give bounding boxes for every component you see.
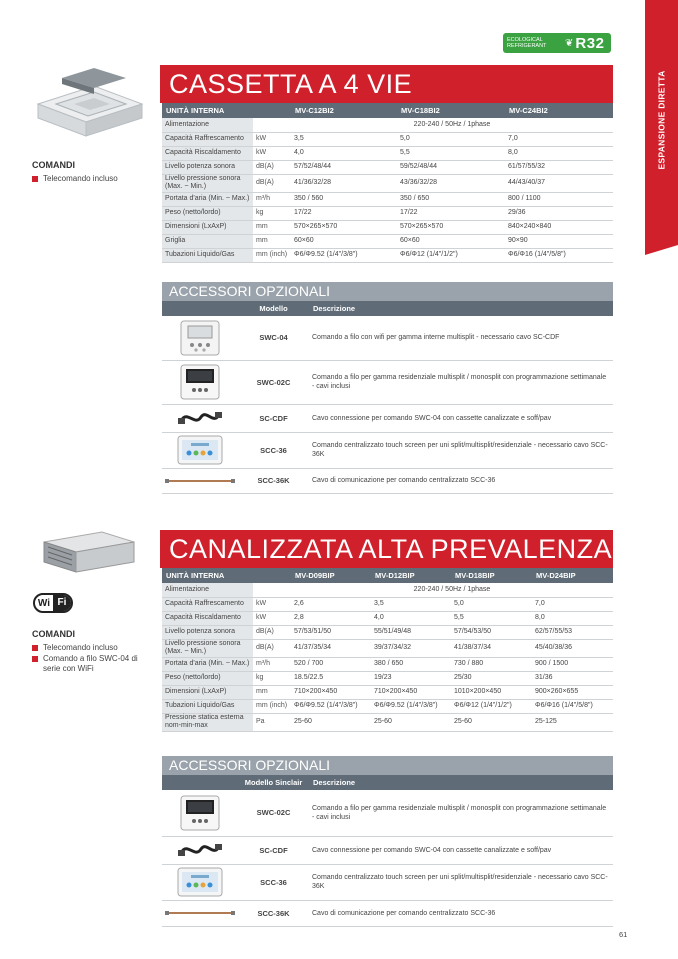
col-header: MV-D09BIP — [291, 568, 371, 583]
row-unit: kW — [253, 132, 291, 146]
row-label: Peso (netto/lordo) — [162, 206, 253, 220]
cell-value: 41/36/32/28 — [291, 174, 397, 192]
cell-value: 57/53/51/50 — [291, 625, 371, 639]
table-row — [162, 583, 613, 597]
cell-value: 18.5/22.5 — [291, 671, 371, 685]
accessory-model: SCC-36K — [238, 900, 309, 926]
wifi-badge-right: Fi — [53, 595, 71, 611]
cell-value: 17/22 — [397, 206, 505, 220]
table-row — [162, 836, 613, 864]
table-row — [162, 597, 613, 611]
cell-value: 7,0 — [505, 132, 613, 146]
accessory-desc: Comando centralizzato touch screen per uni split/multisplit/residenziale - necessario cavo SCC-36K — [309, 432, 613, 468]
row-label: Capacità Raffrescamento — [162, 132, 253, 146]
cell-value: 520 / 700 — [291, 657, 371, 671]
table-row — [162, 360, 613, 404]
cell-value: 17/22 — [291, 206, 397, 220]
row-unit: kg — [253, 206, 291, 220]
row-label: Portata d'aria (Min. ~ Max.) — [162, 657, 253, 671]
table-row — [162, 404, 613, 432]
cell-value: 1010×200×450 — [451, 685, 532, 699]
accessory-model: SC-CDF — [238, 404, 309, 432]
row-unit: dB(A) — [253, 639, 291, 657]
row-label: Portata d'aria (Min. ~ Max.) — [162, 192, 253, 206]
row-label: Livello potenza sonora — [162, 160, 253, 174]
cell-value: Φ6/Φ12 (1/4"/1/2") — [397, 248, 505, 262]
row-label: Tubazioni Liquido/Gas — [162, 699, 253, 713]
cable-icon — [177, 839, 223, 861]
accessory-model: SC-CDF — [238, 836, 309, 864]
col-header: MV-C12BI2 — [291, 103, 397, 118]
accessory-desc: Cavo di comunicazione per comando centralizzato SCC-36 — [309, 900, 613, 926]
table-row — [162, 625, 613, 639]
canalizzata-comandi — [32, 629, 152, 675]
table-row — [162, 639, 613, 657]
row-unit: dB(A) — [253, 160, 291, 174]
cell-value: 570×265×570 — [291, 220, 397, 234]
table-row — [162, 118, 613, 132]
row-unit: dB(A) — [253, 174, 291, 192]
canalizzata-spec-table — [162, 568, 613, 732]
cell-value: 380 / 650 — [371, 657, 451, 671]
table-row — [162, 699, 613, 713]
cell-value: 220-240 / 50Hz / 1phase — [291, 118, 613, 132]
col-header: MV-C24BI2 — [505, 103, 613, 118]
table-row — [162, 132, 613, 146]
cell-value: 25-60 — [371, 713, 451, 731]
row-label: Capacità Riscaldamento — [162, 146, 253, 160]
cell-value: 4,0 — [291, 146, 397, 160]
row-unit: mm — [253, 220, 291, 234]
accessory-desc: Cavo connessione per comando SWC-04 con cassette canalizzate e soff/pav — [309, 404, 613, 432]
comm-cable-icon — [165, 477, 235, 485]
cassetta-accessori-table — [162, 301, 613, 494]
cable-icon — [177, 407, 223, 429]
cell-value: 800 / 1100 — [505, 192, 613, 206]
canalizzata-accessori-title: ACCESSORI OPZIONALI — [162, 756, 613, 775]
row-unit: mm — [253, 234, 291, 248]
cassetta-spec-table — [162, 103, 613, 263]
accessory-desc: Comando a filo per gamma residenziale multisplit / monosplit con programmazione settimanale - cavi inclusi — [309, 360, 613, 404]
cell-value: 62/57/55/53 — [532, 625, 613, 639]
cell-value: 8,0 — [532, 611, 613, 625]
r32-badge-text: ECOLOGICAL REFRIGERANT — [507, 37, 547, 49]
cell-value: 61/57/55/32 — [505, 160, 613, 174]
cell-value: 41/37/35/34 — [291, 639, 371, 657]
col-header: UNITÀ INTERNA — [162, 103, 291, 118]
cell-value: 900 / 1500 — [532, 657, 613, 671]
row-unit: kW — [253, 611, 291, 625]
row-label: Capacità Raffrescamento — [162, 597, 253, 611]
comandi-title: COMANDI — [32, 160, 75, 170]
row-label: Livello pressione sonora (Max. ~ Min.) — [162, 174, 253, 192]
table-row — [162, 248, 613, 262]
table-row — [162, 316, 613, 360]
wired-controller-icon — [180, 364, 220, 400]
accessory-model: SWC-02C — [238, 360, 309, 404]
cell-value: 350 / 650 — [397, 192, 505, 206]
table-row — [162, 864, 613, 900]
row-label: Griglia — [162, 234, 253, 248]
cell-value: 29/36 — [505, 206, 613, 220]
col-header: UNITÀ INTERNA — [162, 568, 291, 583]
row-label: Peso (netto/lordo) — [162, 671, 253, 685]
touch-controller-icon — [177, 867, 223, 897]
page-number: 61 — [619, 930, 628, 939]
cassetta-accessori-title: ACCESSORI OPZIONALI — [162, 282, 613, 301]
canalizzata-accessori-table — [162, 775, 613, 927]
table-row — [162, 900, 613, 926]
section-side-tab — [645, 0, 678, 245]
cell-value: 31/36 — [532, 671, 613, 685]
row-unit: m³/h — [253, 192, 291, 206]
cell-value: 5,5 — [397, 146, 505, 160]
table-header-row — [162, 103, 613, 118]
cell-value: 45/40/38/36 — [532, 639, 613, 657]
accessory-model: SWC-02C — [238, 790, 309, 836]
col-header: Descrizione — [309, 301, 613, 316]
cell-value: 900×260×655 — [532, 685, 613, 699]
table-row — [162, 146, 613, 160]
table-row — [162, 206, 613, 220]
comm-cable-icon — [165, 909, 235, 917]
row-unit: kW — [253, 597, 291, 611]
col-header: Descrizione — [309, 775, 613, 790]
accessory-desc: Comando a filo con wifi per gamma interne multisplit - necessario cavo SC-CDF — [309, 316, 613, 360]
accessory-desc: Comando a filo per gamma residenziale multisplit / monosplit con programmazione settimanale - cavi inclusi — [309, 790, 613, 836]
table-row — [162, 174, 613, 192]
table-row — [162, 657, 613, 671]
ducted-unit-image — [40, 528, 138, 576]
row-unit: kW — [253, 146, 291, 160]
accessory-model: SWC-04 — [238, 316, 309, 360]
col-header: Modello Sinclair — [238, 775, 309, 790]
row-label: Livello pressione sonora (Max. ~ Min.) — [162, 639, 253, 657]
cell-value: Φ6/Φ16 (1/4"/5/8") — [505, 248, 613, 262]
comandi-item: Telecomando incluso — [32, 174, 118, 184]
cell-value: 5,0 — [451, 597, 532, 611]
table-row — [162, 685, 613, 699]
r32-label: R32 — [575, 34, 605, 52]
row-label: Capacità Riscaldamento — [162, 611, 253, 625]
table-row — [162, 192, 613, 206]
row-label: Dimensioni (LxAxP) — [162, 220, 253, 234]
wifi-badge — [33, 593, 73, 613]
cell-value: 3,5 — [371, 597, 451, 611]
cell-value: 4,0 — [371, 611, 451, 625]
table-row — [162, 611, 613, 625]
leaf-icon: ❦ — [565, 37, 574, 49]
col-header: MV-D24BIP — [532, 568, 613, 583]
row-label: Alimentazione — [162, 583, 253, 597]
col-header: MV-D12BIP — [371, 568, 451, 583]
cell-value: 710×200×450 — [291, 685, 371, 699]
cell-value: 59/52/48/44 — [397, 160, 505, 174]
wired-controller-wifi-icon — [180, 320, 220, 356]
canalizzata-title: CANALIZZATA ALTA PREVALENZA — [160, 530, 613, 568]
cell-value: 730 / 880 — [451, 657, 532, 671]
cell-value: 25-125 — [532, 713, 613, 731]
cell-value: 3,5 — [291, 132, 397, 146]
table-row — [162, 790, 613, 836]
cell-value: 39/37/34/32 — [371, 639, 451, 657]
cassetta-comandi — [32, 160, 118, 185]
accessory-model: SCC-36K — [238, 468, 309, 493]
cell-value: 710×200×450 — [371, 685, 451, 699]
cell-value: 90×90 — [505, 234, 613, 248]
table-row — [162, 468, 613, 493]
comandi-item: Telecomando incluso — [32, 643, 152, 653]
cell-value: Φ6/Φ9.52 (1/4"/3/8") — [291, 248, 397, 262]
cell-value: 8,0 — [505, 146, 613, 160]
table-row — [162, 671, 613, 685]
cell-value: 5,5 — [451, 611, 532, 625]
cassetta-title: CASSETTA A 4 VIE — [160, 65, 613, 103]
row-unit: kg — [253, 671, 291, 685]
cell-value: 570×265×570 — [397, 220, 505, 234]
table-row — [162, 234, 613, 248]
cell-value: Φ6/Φ9.52 (1/4"/3/8") — [291, 699, 371, 713]
cell-value: 2,6 — [291, 597, 371, 611]
cell-value: Φ6/Φ16 (1/4"/5/8") — [532, 699, 613, 713]
row-unit: Pa — [253, 713, 291, 731]
row-label: Tubazioni Liquido/Gas — [162, 248, 253, 262]
row-unit: mm (inch) — [253, 248, 291, 262]
cell-value: 60×60 — [397, 234, 505, 248]
cell-value: 350 / 560 — [291, 192, 397, 206]
cell-value: 57/54/53/50 — [451, 625, 532, 639]
row-label: Livello potenza sonora — [162, 625, 253, 639]
table-row — [162, 160, 613, 174]
cell-value: 25/30 — [451, 671, 532, 685]
cell-value: 840×240×840 — [505, 220, 613, 234]
cell-value: 55/51/49/48 — [371, 625, 451, 639]
col-header: Modello — [238, 301, 309, 316]
accessory-desc: Cavo connessione per comando SWC-04 con cassette canalizzate e soff/pav — [309, 836, 613, 864]
table-row — [162, 713, 613, 731]
accessory-model: SCC-36 — [238, 864, 309, 900]
col-header: MV-D18BIP — [451, 568, 532, 583]
row-label: Alimentazione — [162, 118, 253, 132]
row-label: Pressione statica esterna nom-min-max — [162, 713, 253, 731]
cassette-unit-image — [34, 64, 144, 140]
table-header-row — [162, 568, 613, 583]
cell-value: 60×60 — [291, 234, 397, 248]
cell-value: 2,8 — [291, 611, 371, 625]
touch-controller-icon — [177, 435, 223, 465]
cell-value: Φ6/Φ9.52 (1/4"/3/8") — [371, 699, 451, 713]
cell-value: 43/36/32/28 — [397, 174, 505, 192]
wifi-badge-left: Wi — [37, 597, 51, 609]
cell-value: 220-240 / 50Hz / 1phase — [291, 583, 613, 597]
side-tab-label: ESPANSIONE DIRETTA — [656, 70, 667, 170]
table-header-row — [162, 301, 613, 316]
accessory-desc: Cavo di comunicazione per comando centralizzato SCC-36 — [309, 468, 613, 493]
row-unit: mm — [253, 685, 291, 699]
row-unit: dB(A) — [253, 625, 291, 639]
cell-value: 19/23 — [371, 671, 451, 685]
accessory-desc: Comando centralizzato touch screen per uni split/multisplit/residenziale - necessario cavo SCC-36K — [309, 864, 613, 900]
cell-value: 7,0 — [532, 597, 613, 611]
cell-value: 57/52/48/44 — [291, 160, 397, 174]
accessory-model: SCC-36 — [238, 432, 309, 468]
cell-value: Φ6/Φ12 (1/4"/1/2") — [451, 699, 532, 713]
row-unit: m³/h — [253, 657, 291, 671]
table-row — [162, 220, 613, 234]
cell-value: 41/38/37/34 — [451, 639, 532, 657]
cell-value: 25-60 — [451, 713, 532, 731]
cell-value: 25-60 — [291, 713, 371, 731]
r32-refrigerant-badge — [503, 33, 611, 53]
row-unit: mm (inch) — [253, 699, 291, 713]
comandi-title: COMANDI — [32, 629, 75, 639]
row-label: Dimensioni (LxAxP) — [162, 685, 253, 699]
comandi-item: Comando a filo SWC-04 di serie con WiFi — [32, 654, 152, 674]
table-header-row — [162, 775, 613, 790]
wired-controller-icon — [180, 795, 220, 831]
cell-value: 44/43/40/37 — [505, 174, 613, 192]
col-header: MV-C18BI2 — [397, 103, 505, 118]
table-row — [162, 432, 613, 468]
cell-value: 5,0 — [397, 132, 505, 146]
